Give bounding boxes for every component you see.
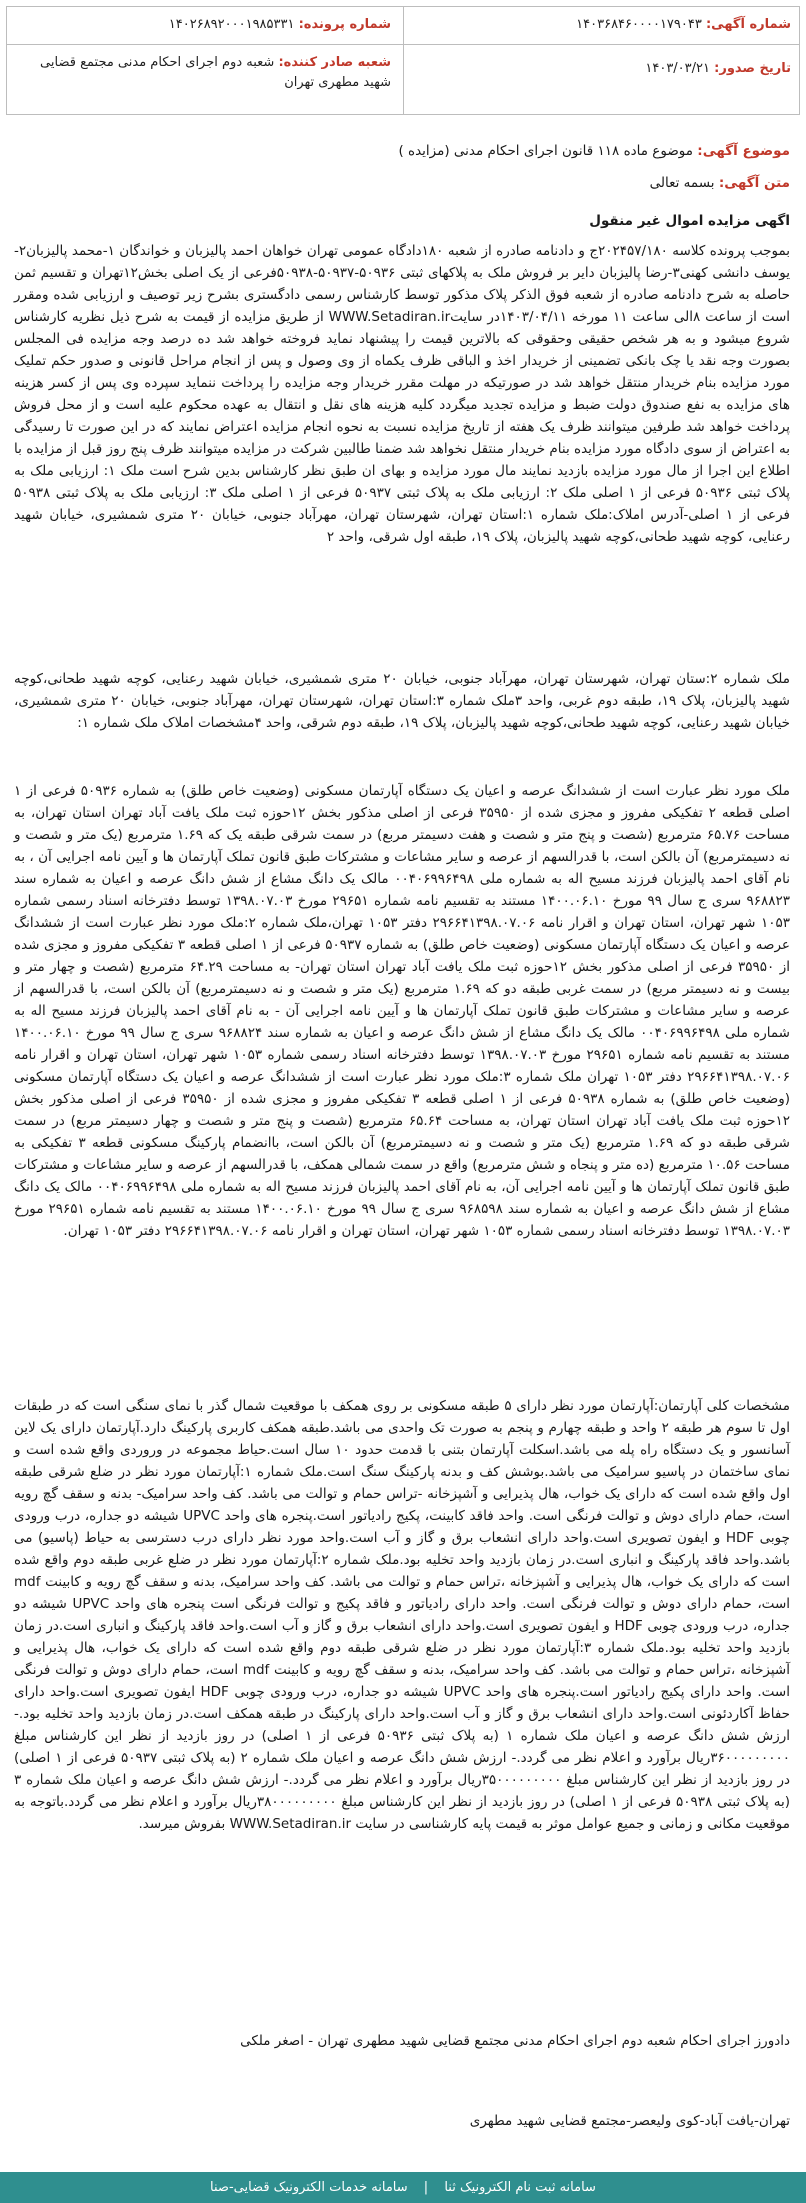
footer-link-sana-services[interactable]: سامانه خدمات الکترونیک قضایی-صنا xyxy=(210,2180,408,2195)
ad-number-row xyxy=(576,15,791,35)
case-number-row xyxy=(169,15,391,35)
issuer-value: شعبه دوم اجرای احکام مدنی مجتمع قضایی شهید مطهری تهران xyxy=(40,55,391,90)
notice-paragraph-1: بموجب پرونده کلاسه ۲۰۲۴۵۷/۱۸۰ج و دادنامه صادره از شعبه ۱۸۰دادگاه عمومی تهران خواهان احمد پالیزبان و خواندگان ۱-محمد پالیزبان۲-یوسف دانشی کهنی۳-رضا پالیزبان دایر بر فروش ملک به پلاکهای ثبتی ۵۰۹۳۶-۵۰۹۳۷-۵۰۹۳۸فرعی از یک اصلی بخش۱۲تهران و تقسیم ثمن حاصله به شرح دادنامه صادره از شعبه فوق الذکر پلاک مذکور توسط کارشناس رسمی دادگستری بشرح زیر توصیف و ارزیابی شده ومقرر است از ساعت ۸الی ساعت ۱۱ مورخه ۱۴۰۳/۰۴/۱۱در سایتWWW.Setadiran.ir از طریق مزایده از قیمت به شرح ذیل نظریه کارشناس شروع میشود و به هر شخص حقیقی وحقوقی که بالاترین قیمت را پیشنهاد نماید فروخته خواهد شد ده درصد وجه مزایده فی المجلس بصورت وجه نقد یا چک بانکی تضمینی از خریدار اخذ و الباقی ظرف یکماه از وی وصول و پس از انجام مراحل قانونی و صدور حکم تملیک مورد مزایده بنام خریدار منتقل خواهد شد در صورتیکه در مهلت مقرر خریدار وجه مزایده را پرداخت ننماید سپرده وی پس از کسر هزینه های مزایده به نفع صندوق دولت ضبط و مزایده تجدید میگردد کلیه هزینه های نقل و انتقال به عهده محکوم علیه است و از محل فروش پرداخت خواهد شد طرفین میتوانند ظرف یک هفته از تاریخ مزایده نسبت به نحوه انجام مزایده اعتراض نمایند که در این صورت تا رسیدگی به اعتراض از سوی دادگاه مورد مزایده بنام خریدار منتقل نخواهد شد ضمنا طالبین شرکت در مزایده میتوانند ظرف پنج روز قبل از مزایده با اطلاع این اجرا از مال مورد مزایده بازدید نمایند مال مورد مزایده و بهای ان طبق نظر کارشناس بدین شرح است ملک ۱: ارزیابی ملک به پلاک ثبتی ۵۰۹۳۶ فرعی از ۱ اصلی ملک ۲: ارزیابی ملک به پلاک ثبتی ۵۰۹۳۷ فرعی از ۱ اصلی ملک ۳: ارزیابی ملک به پلاک ثبتی ۵۰۹۳۸ فرعی از ۱ اصلی-آدرس املاک:ملک شماره ۱:استان تهران، شهرستان تهران، مهرآباد جنوبی، خیابان ۲۰ متری شمشیری، خیابان شهید رعنایی، کوچه شهید طحانی،کوچه شهید پالیزبان، پلاک ۱۹، طبقه اول شرقی، واحد ۲ xyxy=(14,243,791,545)
notice-signature: دادورز اجرای احکام شعبه دوم اجرای احکام مدنی مجتمع قضایی شهید مطهری تهران - اصغر ملکی xyxy=(240,2033,790,2049)
issuer-label: شعبه صادر کننده: xyxy=(278,55,391,70)
footer-separator: | xyxy=(423,2180,429,2195)
notice-paragraph-4: مشخصات کلی آپارتمان:آپارتمان مورد نظر دارای ۵ طبقه مسکونی بر روی همکف با موقعیت شمال گذر با نمای سنگی است که در طبقات اول تا سوم هر طبقه ۲ واحد و طبقه چهارم و پنجم به صورت تک واحدی می باشد.طبقه همکف کاربری پارکینگ دارد.آپارتمان دارای یک لاین آسانسور و یک دستگاه راه پله می باشد.اسکلت آپارتمان بتنی با قدمت حدود ۱۰ سال است.حیاط مجموعه در وروردی واقع شده است و نمای ساختمان در پاسیو سرامیک می باشد.بوشش کف و بدنه پارکینگ سنگ است.ملک شماره ۱:آپارتمان مورد نظر در ضلع شرقی طبقه اول واقع شده است که دارای یک خواب، هال پذیرایی و آشپزخانه -تراس حمام و توالت می باشد. کف واحد سرامیک- بدنه و سقف گچ رویه است، حمام دارای دوش و توالت فرنگی است. واحد فاقد کابینت، پکیج رادیاتور است.پنجره های واحد UPVC شیشه دو جداره، درب ورودی چوبی HDF و ایفون تصویری است.واحد دارای انشعاب برق و گاز و آب است.واحد مورد نظر دارای درب دسترسی به حیاط (پاسیو) می باشد.واحد فاقد پارکینگ و انباری است.در زمان بازدید واحد تخلیه بود.ملک شماره ۲:آپارتمان مورد نظر در ضلع غربی طبقه دوم واقع شده است که دارای یک خواب، هال پذیرایی و آشپزخانه ،تراس حمام و توالت می باشد. کف واحد سرامیک، بدنه و سقف گچ رویه و کابینت mdf است، حمام دارای دوش و توالت فرنگی است. واحد دارای رادیاتور و فاقد پکیج و توالت فرنگی است پنجره های واحد UPVC شیشه دو جداره، درب ورودی چوبی HDF و ایفون تصویری است.واحد دارای انشعاب برق و گاز و آب است.واحد فاقد پارکینگ و انباری است.در زمان بازدید واحد تخلیه بود.ملک شماره ۳:آپارتمان مورد نظر در ضلع شرقی طبقه دوم واقع شده است که دارای یک خواب، هال پذیرایی و آشپزخانه ،تراس حمام و توالت می باشد. کف واحد سرامیک، بدنه و سقف گچ رویه و کابینت mdf است، حمام دارای دوش و توالت فرنگی است. واحد دارای پکیج رادیاتور است.پنجره های واحد UPVC شیشه دو جداره، درب ورودی چوبی HDF ایفون تصویری است.واحد دارای حفاظ آکاردئونی است.واحد دارای انشعاب برق و گاز و آب است.واحد دارای پارکینگ در طبقه همکف است.در زمان بازدید واحد تخلیه بود.-ارزش شش دانگ عرصه و اعیان ملک شماره ۱ (به پلاک ثبتی ۵۰۹۳۶ فرعی از ۱ اصلی) در روز بازدید از نظر این کارشناس مبلغ ۳۶۰۰۰۰۰۰۰۰۰ریال برآورد و اعلام نظر می گردد.- ارزش شش دانگ عرصه و اعیان ملک شماره ۲ (به پلاک ثبتی ۵۰۹۳۷ فرعی از ۱ اصلی) در روز بازدید از نظر این کارشناس مبلغ ۳۵۰۰۰۰۰۰۰۰۰ریال برآورد و اعلام نظر می گردد.- ارزش شش دانگ عرصه و اعیان ملک شماره ۳ (به پلاک ثبتی ۵۰۹۳۸ فرعی از ۱ اصلی) در روز بازدید از نظر این کارشناس مبلغ ۳۸۰۰۰۰۰۰۰۰۰ریال برآورد و اعلام نظر می گردد.باتوجه به موقعیت مکانی و زمانی و جمیع عوامل موثر به قیمت پایه کارشناسی در سایت WWW.Setadiran.ir بفروش میرسد. xyxy=(14,1398,791,1832)
header-divider-vertical xyxy=(403,7,404,114)
subject-text: موضوع ماده ۱۱۸ قانون اجرای احکام مدنی (مزایده ) xyxy=(398,143,693,159)
court-address: تهران-یافت آباد-کوی ولیعصر-مجتمع قضایی شهید مطهری xyxy=(469,2113,790,2129)
greeting-text: بسمه تعالی xyxy=(649,175,715,191)
issue-date-label: تاریخ صدور: xyxy=(714,61,791,76)
body-label: متن آگهی: xyxy=(718,175,790,191)
footer-links-bar xyxy=(0,2172,806,2203)
footer-link-sana-registration[interactable]: سامانه ثبت نام الکترونیک ثنا xyxy=(444,2180,596,2195)
case-number-value: ۱۴۰۲۶۸۹۲۰۰۰۱۹۸۵۳۳۱ xyxy=(168,17,295,32)
subject-line xyxy=(14,140,790,162)
body-label-line xyxy=(14,172,790,194)
header-divider-horizontal xyxy=(7,44,799,45)
notice-header-table xyxy=(6,6,800,115)
ad-number-value: ۱۴۰۳۶۸۴۶۰۰۰۰۱۷۹۰۴۳ xyxy=(576,17,702,32)
issuer-row xyxy=(21,53,391,93)
subject-label: موضوع آگهی: xyxy=(697,143,790,159)
issue-date-row xyxy=(645,59,791,79)
notice-title: اگهی مزایده اموال غیر منقول xyxy=(589,213,790,229)
issue-date-value: ۱۴۰۳/۰۳/۲۱ xyxy=(645,61,710,76)
ad-number-label: شماره آگهی: xyxy=(705,17,791,32)
case-number-label: شماره پرونده: xyxy=(298,17,391,32)
notice-paragraph-3: ملک مورد نظر عبارت است از ششدانگ عرصه و اعیان یک دستگاه آپارتمان مسکونی (وضعیت خاص طلق) به شماره ۵۰۹۳۶ فرعی از ۱ اصلی قطعه ۲ تفکیکی مفروز و مجزی شده از ۳۵۹۵۰ فرعی از اصلی مذکور بخش ۱۲حوزه ثبت ملک یافت آباد تهران استان تهران، به مساحت ۶۵.۷۶ مترمربع (شصت و پنج متر و شصت و هفت دسیمتر مربع) در سمت شرقی طبقه یک که ۱.۶۹ مترمربع (یک متر و شصت و نه دسیمترمربع) آن بالکن است، با قدرالسهم از عرصه و سایر مشاعات و مشترکات طبق قانون تملک آپارتمان ها و آیین نامه اجرایی آن ، به نام آقای احمد پالیزبان فرزند مسیح اله به شماره ملی ۰۰۴۰۶۹۹۶۴۹۸ مالک یک دانگ مشاع از شش دانگ عرصه و اعیان به شماره سند ۹۶۸۸۲۳ سری ج سال ۹۹ مورخ ۱۴۰۰.۰۶.۱۰ مستند به تقسیم نامه شماره ۲۹۶۵۱ مورخ ۱۳۹۸.۰۷.۰۳ توسط دفترخانه اسناد رسمی شماره ۱۰۵۳ شهر تهران، استان تهران و اقرار نامه ۲۹۶۶۴۱۳۹۸.۰۷.۰۶ دفتر ۱۰۵۳ تهران،ملک شماره ۲:ملک مورد نظر عبارت است از ششدانگ عرصه و اعیان یک دستگاه آپارتمان مسکونی (وضعیت خاص طلق) به شماره ۵۰۹۳۷ فرعی از ۱ اصلی قطعه ۳ تفکیکی مفروز و مجزی شده از ۳۵۹۵۰ فرعی از اصلی مذکور بخش ۱۲حوزه ثبت ملک یافت آباد تهران استان تهران- به مساحت ۶۴.۲۹ مترمربع (شصت و چهار متر و بیست و نه دسیمتر مربع) در سمت غربی طبقه دو که ۱.۶۹ مترمربع (یک متر و شصت و نه دسیمترمربع) آن بالکن است، با قدرالسهم از عرصه و سایر مشاعات و مشترکات طبق قانون تملک آپارتمان ها و آیین نامه اجرایی آن - به نام آقای احمد پالیزبان فرزند مسیح اله به شماره ملی ۰۰۴۰۶۹۹۶۴۹۸ مالک یک دانگ مشاع از شش دانگ عرصه و اعیان به شماره سند ۹۶۸۸۲۴ سری ج سال ۹۹ مورخ ۱۴۰۰.۰۶.۱۰ مستند به تقسیم نامه شماره ۲۹۶۵۱ مورخ ۱۳۹۸.۰۷.۰۳ توسط دفترخانه اسناد رسمی شماره ۱۰۵۳ شهر تهران، استان تهران و اقرار نامه ۲۹۶۶۴۱۳۹۸.۰۷.۰۶ دفتر ۱۰۵۳ تهران ملک شماره ۳:ملک مورد نظر عبارت است از ششدانگ عرصه و اعیان یک دستگاه آپارتمان مسکونی (وضعیت خاص طلق) به شماره ۵۰۹۳۸ فرعی از ۱ اصلی قطعه ۳ تفکیکی مفروز و مجزی شده از ۳۵۹۵۰ فرعی از اصلی مذکور بخش ۱۲حوزه ثبت ملک یافت آباد تهران استان تهران، به مساحت ۶۵.۶۴ مترمربع (شصت و پنج متر و شصت و چهار دسیمتر مربع) در سمت شرقی طبقه دو که ۱.۶۹ مترمربع (یک متر و شصت و نه دسیمترمربع) آن بالکن است، باانضمام پارکینگ مسکونی قطعه ۳ تفکیکی به مساحت ۱۰.۵۶ مترمربع (ده متر و پنجاه و شش مترمربع) واقع در سمت شمالی همکف، با قدرالسهم از عرصه و سایر مشاعات و مشترکات طبق قانون تملک آپارتمان ها و آیین نامه اجرایی آن، به نام آقای احمد پالیزبان فرزند مسیح اله به شماره ملی ۰۰۴۰۶۹۹۶۴۹۸ مالک یک دانگ مشاع از شش دانگ عرصه و اعیان به شماره سند ۹۶۸۵۹۸ سری ج سال ۹۹ مورخ ۱۴۰۰.۰۶.۱۰ مستند به تقسیم نامه شماره ۲۹۶۵۱ مورخ ۱۳۹۸.۰۷.۰۳ توسط دفترخانه اسناد رسمی شماره ۱۰۵۳ شهر تهران، استان تهران و اقرار نامه ۲۹۶۶۴۱۳۹۸.۰۷.۰۶ دفتر ۱۰۵۳ تهران. xyxy=(14,783,791,1239)
notice-paragraph-2: ملک شماره ۲:ستان تهران، شهرستان تهران، مهرآباد جنوبی، خیابان ۲۰ متری شمشیری، خیابان شهید رعنایی، کوچه شهید طحانی،کوچه شهید پالیزبان، پلاک ۱۹، طبقه دوم غربی، واحد ۳ملک شماره ۳:استان تهران، شهرستان تهران، مهرآباد جنوبی، خیابان ۲۰ متری شمشیری، خیابان شهید رعنایی، کوچه شهید طحانی،کوچه شهید پالیزبان، پلاک ۱۹، طبقه دوم شرقی، واحد ۴مشخصات املاک ملک شماره ۱: xyxy=(14,671,790,731)
